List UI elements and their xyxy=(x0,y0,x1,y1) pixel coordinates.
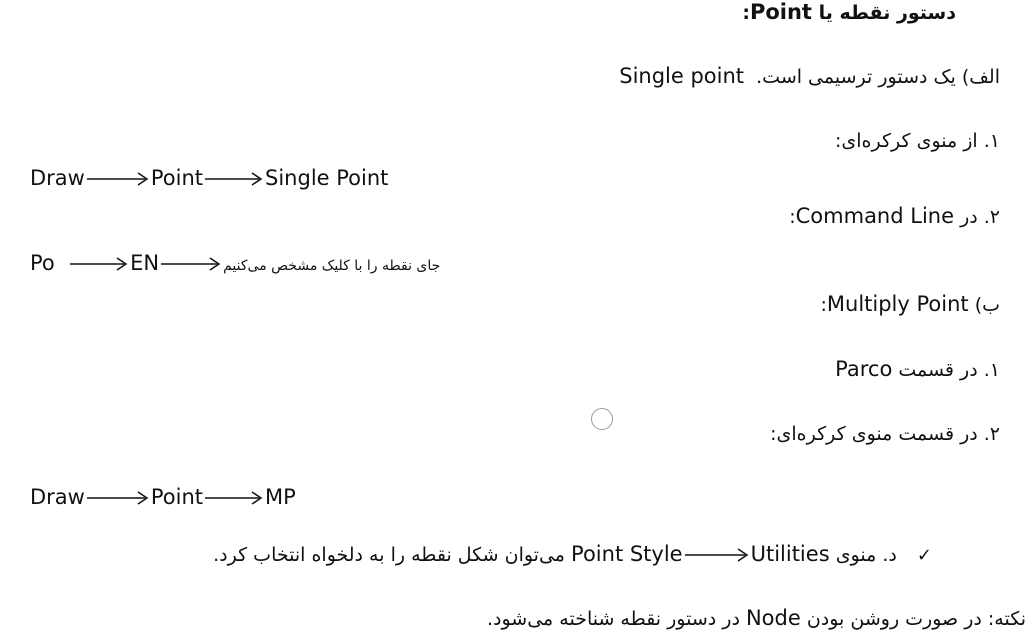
command-path-2 xyxy=(30,251,440,275)
item-b1 xyxy=(835,357,1000,381)
path2-note: جای نقطه را با کلیک مشخص می‌کنیم xyxy=(223,258,441,274)
item-b-marker: ب) xyxy=(974,294,1000,316)
note xyxy=(487,606,1026,630)
item-d-utilities-label: Utilities xyxy=(750,542,830,566)
title-colon: : xyxy=(742,2,750,24)
arrow-icon xyxy=(87,172,149,186)
path3-point: Point xyxy=(150,485,204,509)
path1-draw: Draw xyxy=(30,166,85,190)
path1-point: Point xyxy=(150,166,204,190)
item-a xyxy=(619,64,1000,88)
path3-draw: Draw xyxy=(30,485,85,509)
path2-en: EN xyxy=(130,251,160,275)
item-d-marker: د. xyxy=(882,544,897,566)
title-fa: دستور نقطه یا xyxy=(818,2,956,24)
item-b1-prefix: ۱. در قسمت xyxy=(898,359,1000,381)
checkmark-icon: ✓ xyxy=(916,545,932,566)
item-b xyxy=(820,292,1000,316)
item-b-command: Multiply Point xyxy=(826,292,969,316)
item-d-rest: می‌توان شکل نقطه را به دلخواه انتخاب کرد. xyxy=(213,544,565,566)
item-d-point-style: Point Style xyxy=(571,542,683,566)
item-d-menu: منوی xyxy=(835,544,877,566)
item-a-command: Single point xyxy=(619,64,745,88)
arrow-icon xyxy=(70,257,128,271)
path3-mp: MP xyxy=(265,485,296,509)
path2-po: Po xyxy=(30,251,55,275)
page-title xyxy=(742,0,956,24)
item-a1-label: ۱. از منوی کرکره‌ای: xyxy=(835,130,1000,152)
item-b-colon: : xyxy=(820,294,827,316)
item-b2 xyxy=(770,423,1000,445)
note-rest: در دستور نقطه شناخته می‌شود. xyxy=(486,608,740,630)
arrow-icon xyxy=(685,548,749,562)
item-b1-parco: Parco xyxy=(835,357,893,381)
item-a-marker: الف) xyxy=(961,66,1000,88)
item-a2-colon: : xyxy=(789,206,796,228)
item-d xyxy=(213,542,932,566)
arrow-icon xyxy=(161,257,221,271)
item-a2-prefix: ۲. در xyxy=(960,206,1000,228)
menu-path-1 xyxy=(30,166,388,190)
item-a-text: یک دستور ترسیمی است. xyxy=(756,66,956,88)
item-a1 xyxy=(835,130,1000,152)
item-b2-label: ۲. در قسمت منوی کرکره‌ای: xyxy=(770,423,1000,445)
arrow-icon xyxy=(205,172,263,186)
path1-single-point: Single Point xyxy=(265,166,389,190)
arrow-icon xyxy=(87,491,149,505)
item-d-utilities xyxy=(571,542,830,566)
arrow-icon xyxy=(205,491,263,505)
note-prefix: نکته: در صورت روشن بودن xyxy=(806,608,1026,630)
item-a2 xyxy=(789,204,1000,228)
circle-icon xyxy=(591,408,613,430)
menu-path-3 xyxy=(30,485,296,509)
item-a2-command-line: Command Line xyxy=(795,204,955,228)
title-en: Point xyxy=(749,0,812,24)
note-node: Node xyxy=(745,606,801,630)
